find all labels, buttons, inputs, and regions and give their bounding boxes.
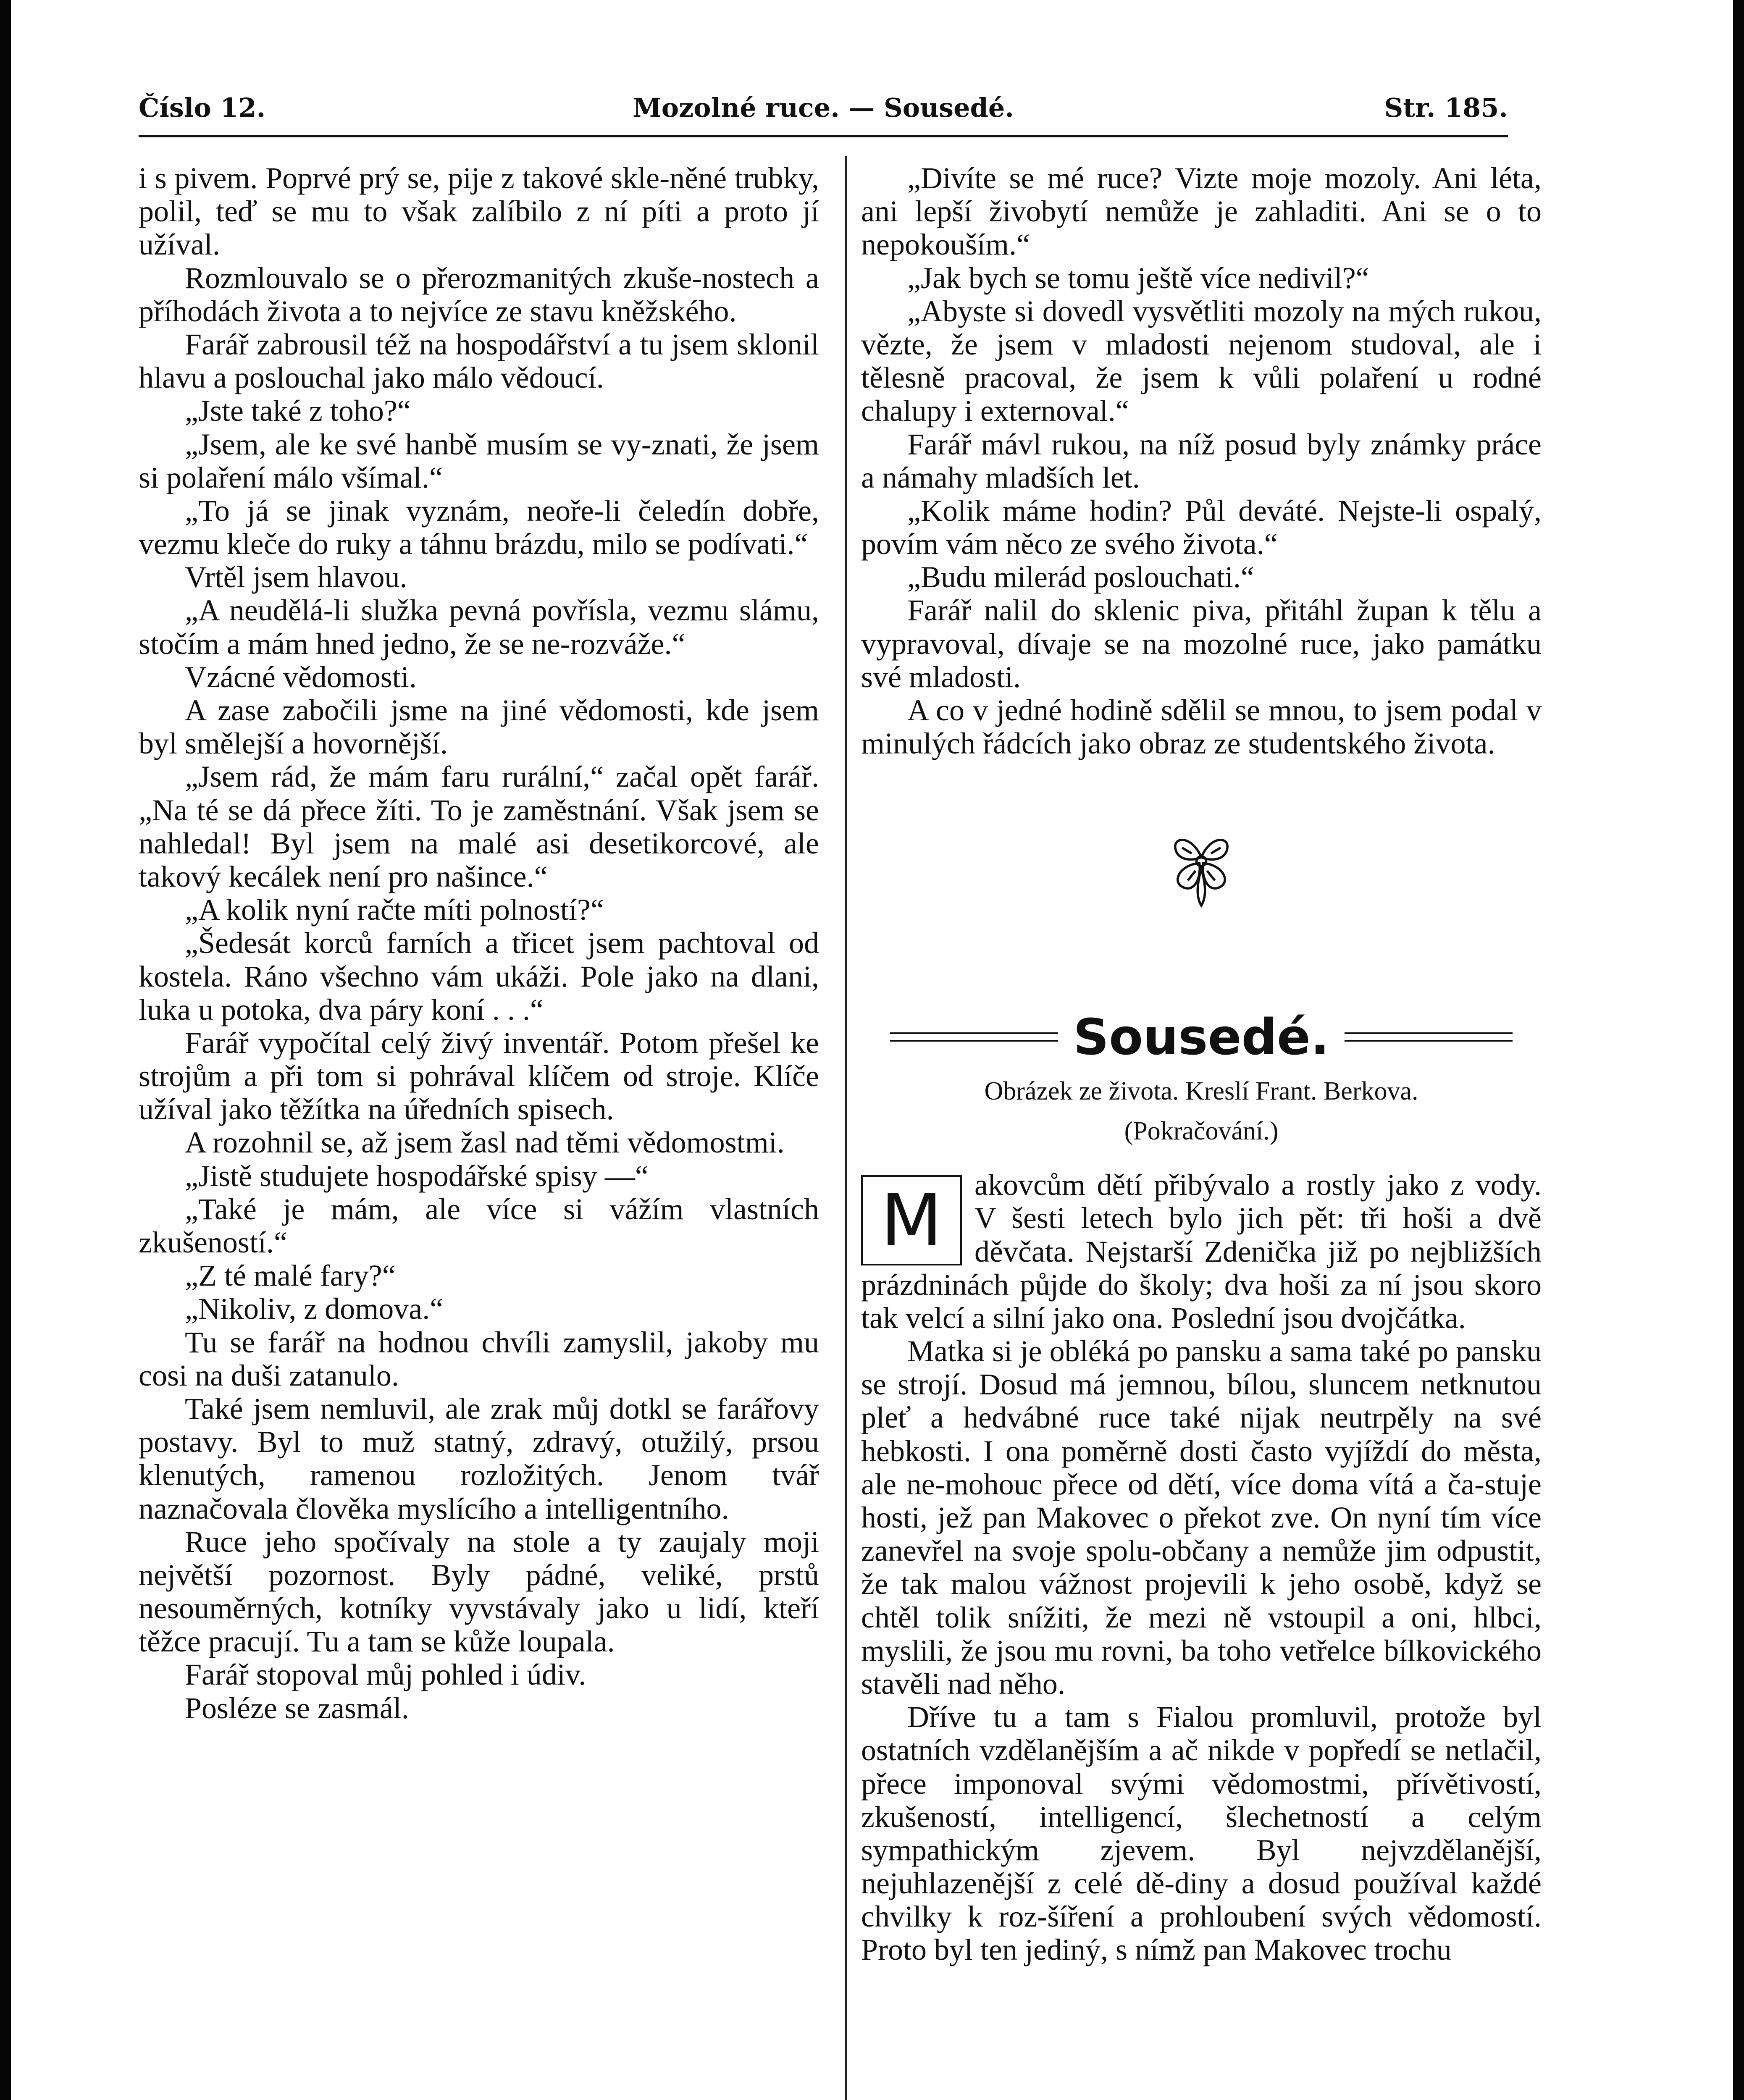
section-subtitle: Obrázek ze života. Kreslí Frant. Berkova. (984, 1077, 1418, 1106)
paragraph: „Nikoliv, z domova.“ (185, 1292, 444, 1326)
paragraph: Posléze se zasmál. (185, 1691, 409, 1725)
paragraph: i s pivem. Poprvé prý se, pije z takové skle-něné trubky, polil, teď se mu to však zalíbilo z ní píti a proto jí užíval. (139, 161, 819, 262)
issue-number: Číslo 12. (139, 92, 266, 123)
paragraph: Farář vypočítal celý živý inventář. Potom přešel ke strojům a při tom si pohrával klíčem od stroje. Klíče užíval jako těžítka na úředních spisech. (139, 1026, 819, 1126)
first-paragraph (861, 1168, 1542, 1335)
paragraph: „Budu milerád poslouchati.“ (907, 560, 1254, 594)
paragraph: „A neudělá-li služka pevná povřísla, vezmu slámu, stočím a mám hned jedno, že se ne-rozváže.“ (139, 593, 819, 661)
paragraph: Vzácné vědomosti. (185, 660, 417, 694)
column-divider (845, 156, 847, 2100)
continuation-note: (Pokračování.) (1124, 1116, 1279, 1145)
drop-cap: M (861, 1175, 962, 1265)
paragraph: A rozohnil se, až jsem žasl nad těmi vědomostmi. (185, 1126, 785, 1160)
paragraph: „Jak bych se tomu ještě více nedivil?“ (907, 261, 1369, 295)
paragraph: „Jsem, ale ke své hanbě musím se vy-znati, že jsem si polaření málo všímal.“ (139, 427, 819, 494)
paragraph: Ruce jeho spočívaly na stole a ty zaujaly moji největší pozornost. Byly pádné, veliké, prstů nesouměrných, kotníky vyvstávaly jako u lidí, kteří těžce pracují. Tu a tam se kůže loupala. (139, 1525, 819, 1659)
paragraph: Tu se farář na hodnou chvíli zamyslil, jakoby mu cosi na duši zatanulo. (139, 1325, 819, 1392)
left-column (139, 162, 819, 1725)
paragraph: Farář nalil do sklenic piva, přitáhl župan k tělu a vypravoval, dívaje se na mozolné ruce, jako památku své mladosti. (861, 593, 1542, 694)
title-rule-right (1345, 1032, 1513, 1042)
section-title-text: Sousedé. (1073, 1008, 1329, 1066)
paragraph: Rozmlouvalo se o přerozmanitých zkuše-nostech a příhodách života a to nejvíce ze stavu kněžského. (139, 261, 819, 328)
paragraph: „Také je mám, ale více si vážím vlastních zkušeností.“ (139, 1192, 819, 1259)
paragraph: „Abyste si dovedl vysvětliti mozoly na mých rukou, vězte, že jsem v mladosti nejenom studoval, ale i tělesně pracoval, že jsem k vůli polaření u rodné chalupy i externoval.“ (861, 294, 1542, 428)
paragraph: „Divíte se mé ruce? Vizte moje mozoly. Ani léta, ani lepší živobytí nemůže je zahladiti. Ani se o to nepokouším.“ (861, 161, 1542, 262)
paragraph: Také jsem nemluvil, ale zrak můj dotkl se farářovy postavy. Byl to muž statný, zdravý, otužilý, prsou klenutých, ramenou rozložitých. Jenom tvář naznačovala člověka myslícího a intelligentního. (139, 1391, 819, 1525)
paragraph: „Z té malé fary?“ (185, 1259, 396, 1293)
paragraph: „Jsem rád, že mám faru rurální,“ začal opět farář. „Na té se dá přece žíti. To je zaměstnání. Však jsem se nahledal! Byl jsem na malé asi desetikorcové, ale takový kecálek není pro našince.“ (139, 760, 819, 893)
paragraph: Farář stopoval můj pohled i údiv. (185, 1658, 586, 1692)
paragraph: A co v jedné hodině sdělil se mnou, to jsem podal v minulých řádcích jako obraz ze studentského života. (861, 693, 1542, 761)
first-paragraph-text: akovcům dětí přibývalo a rostly jako z vody. V šesti letech bylo jich pět: tři hoši a dvě děvčata. Nejstarší Zdenička již po nejbližších prázdninách půjde do školy; dva hoši za ní jsou skoro tak velcí a silní jako ona. Poslední jsou dvojčátka. (861, 1168, 1542, 1335)
scan-edge-left (0, 0, 11, 2100)
right-column (861, 162, 1542, 1967)
paragraph: „To já se jinak vyznám, neoře-li čeledín dobře, vezmu kleče do ruky a táhnu brázdu, milo se podívati.“ (139, 494, 819, 561)
paragraph: Dříve tu a tam s Fialou promluvil, protože byl ostatních vzdělanějším a ač nikde v popředí se netlačil, přece imponoval svými vědomostmi, přívětivostí, zkušeností, intelligencí, šlechetností a celým sympathickým zjevem. Byl nejvzdělanější, nejuhlazenější z celé dě-diny a dosud používal každé chvilky k roz-šíření a prohloubení svých vědomostí. Proto byl ten jediný, s nímž pan Makovec trochu (861, 1700, 1542, 1967)
paragraph: „Šedesát korců farních a třicet jsem pachtoval od kostela. Ráno všechno vám ukáži. Pole jako na dlani, luka u potoka, dva páry koní . . .“ (139, 926, 819, 1026)
paragraph: „Jste také z toho?“ (185, 394, 411, 428)
running-title: Mozolné ruce. — Sousedé. (633, 92, 1014, 123)
flower-ornament-icon (1153, 815, 1250, 911)
paragraph: „A kolik nyní račte míti polností?“ (185, 893, 604, 927)
paragraph: „Kolik máme hodin? Půl deváté. Nejste-li ospalý, povím vám něco ze svého života.“ (861, 494, 1542, 561)
paragraph: Farář mávl rukou, na níž posud byly známky práce a námahy mladších let. (861, 427, 1542, 494)
paragraph: „Jistě studujete hospodářské spisy —“ (185, 1159, 649, 1193)
title-rule-left (890, 1032, 1058, 1042)
paragraph: Farář zabrousil též na hospodářství a tu jsem sklonil hlavu a poslouchal jako málo vědoucí. (139, 327, 819, 395)
paragraph: A zase zabočili jsme na jiné vědomosti, kde jsem byl smělejší a hovornější. (139, 693, 819, 761)
paragraph: Matka si je obléká po pansku a sama také po pansku se strojí. Dosud má jemnou, bílou, sluncem netknutou pleť a hedvábné ruce také nijak neutrpěly na své hebkosti. I ona poměrně dosti často vyjíždí do města, ale ne-mohouc přece od dětí, více doma vítá a ča-stuje hosti, jež pan Makovec o překot zve. On nyní tím více zanevřel na svoje spolu-občany a nemůže jim odpustit, že tak malou vážnost projevili k jeho osobě, když se chtěl tolik snížiti, že mezi ně vstoupil a oni, hlbci, myslili, že jsou mu rovni, ba toho vetřelce bílkovického stavěli nad něho. (861, 1334, 1542, 1701)
header-rule (139, 135, 1508, 137)
scan-edge-right (1733, 0, 1744, 2100)
page-number: Str. 185. (1384, 92, 1508, 123)
section-title (861, 1008, 1542, 1066)
paragraph: Vrtěl jsem hlavou. (185, 560, 407, 594)
